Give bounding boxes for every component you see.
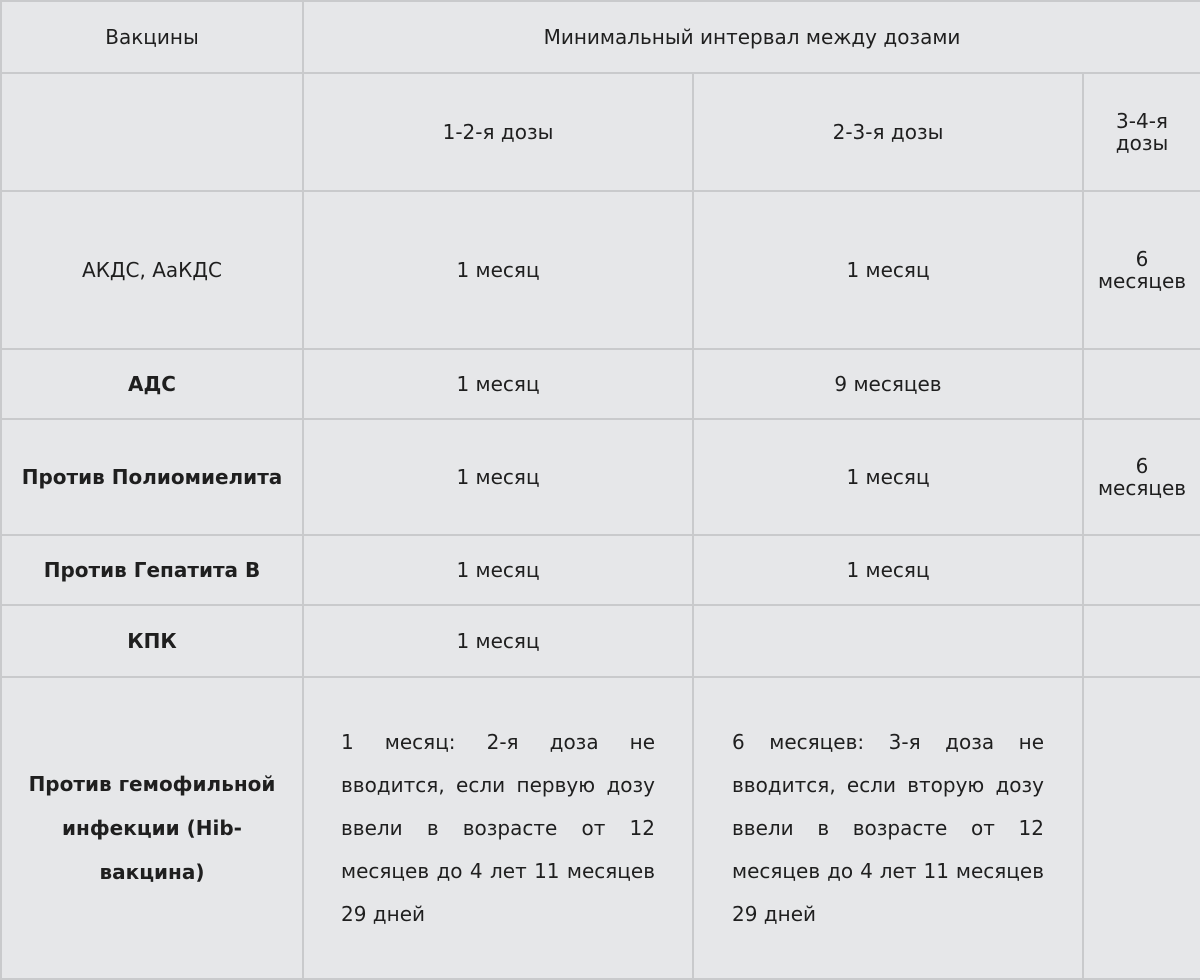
interval-3-4 <box>1083 535 1200 605</box>
table-row <box>1 419 1200 535</box>
header-interval: Минимальный интервал между дозами <box>303 1 1200 73</box>
interval-2-3 <box>693 605 1083 677</box>
subheader-dose-2-3: 2-3-я дозы <box>693 73 1083 191</box>
interval-3-4: 6 месяцев <box>1083 191 1200 349</box>
subheader-empty-cell <box>1 73 303 191</box>
subheader-row <box>1 73 1200 191</box>
subheader-dose-3-4: 3-4-я дозы <box>1083 73 1200 191</box>
interval-3-4 <box>1083 605 1200 677</box>
interval-3-4 <box>1083 677 1200 979</box>
interval-2-3 <box>693 677 1083 979</box>
interval-1-2 <box>303 677 693 979</box>
table-row <box>1 535 1200 605</box>
table-row <box>1 677 1200 979</box>
table-row <box>1 349 1200 419</box>
subheader-dose-1-2: 1-2-я дозы <box>303 73 693 191</box>
interval-3-4: 6 месяцев <box>1083 419 1200 535</box>
vaccine-name: КПК <box>1 605 303 677</box>
interval-1-2: 1 месяц <box>303 191 693 349</box>
table-row <box>1 605 1200 677</box>
interval-3-4 <box>1083 349 1200 419</box>
vaccine-name: АДС <box>1 349 303 419</box>
vaccine-name: Против Гепатита В <box>1 535 303 605</box>
table-row <box>1 191 1200 349</box>
interval-2-3: 1 месяц <box>693 191 1083 349</box>
interval-1-2: 1 месяц <box>303 349 693 419</box>
header-row <box>1 1 1200 73</box>
interval-1-2: 1 месяц <box>303 535 693 605</box>
interval-1-2-note: 1 месяц: 2-я доза не вводится, если первую дозу ввели в возрасте от 12 месяцев до 4 лет 11 месяцев 29 дней <box>341 729 655 926</box>
interval-2-3: 9 месяцев <box>693 349 1083 419</box>
vaccine-name: Против Полиомиелита <box>1 419 303 535</box>
interval-2-3-note: 6 месяцев: 3-я доза не вводится, если вторую дозу ввели в возрасте от 12 месяцев до 4 лет 11 месяцев 29 дней <box>732 729 1044 926</box>
interval-2-3: 1 месяц <box>693 535 1083 605</box>
interval-1-2: 1 месяц <box>303 419 693 535</box>
header-vaccines: Вакцины <box>1 1 303 73</box>
vaccine-name: АКДС, АаКДС <box>1 191 303 349</box>
interval-2-3: 1 месяц <box>693 419 1083 535</box>
interval-1-2: 1 месяц <box>303 605 693 677</box>
vaccine-name: Против гемофильной инфекции (Hib-вакцина) <box>1 677 303 979</box>
